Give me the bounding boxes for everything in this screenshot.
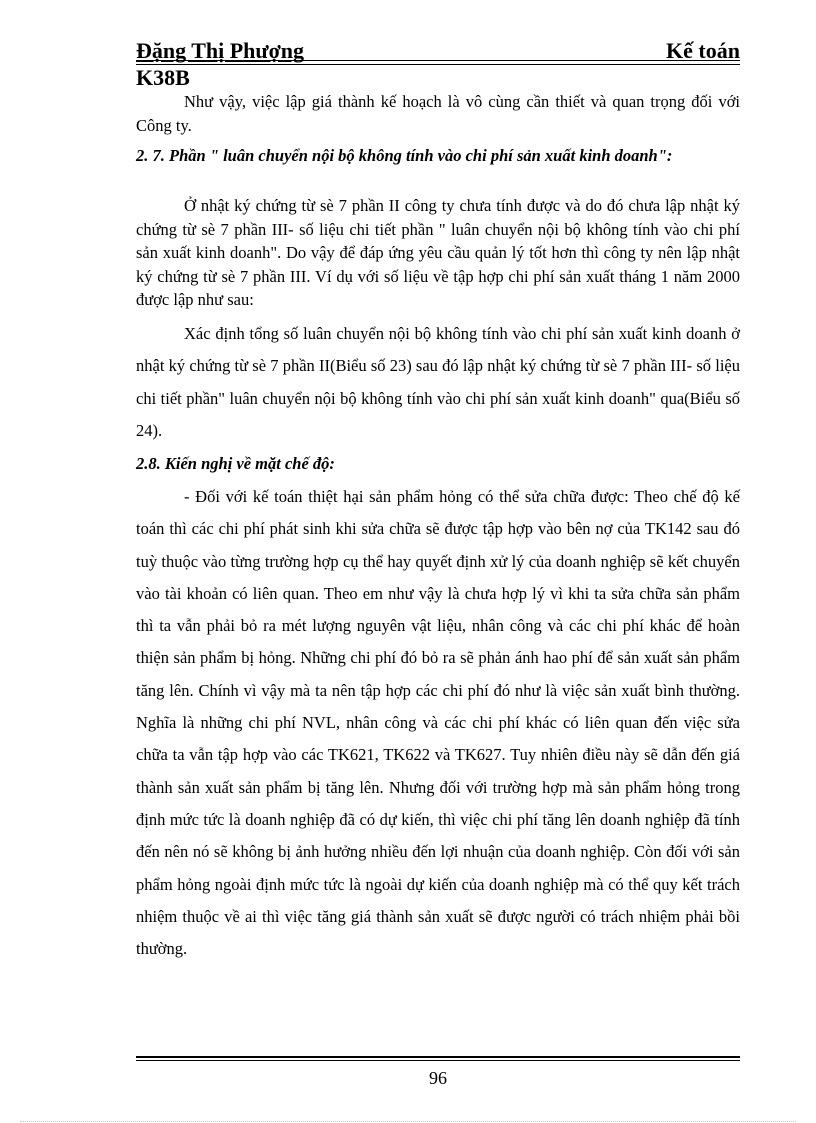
- page-number: 96: [429, 1068, 447, 1088]
- paragraph-1: Như vậy, việc lập giá thành kế hoạch là vô cùng cần thiết và quan trọng đối với Công ty.: [136, 92, 740, 135]
- section-heading-2-8: 2.8. Kiến nghị về mặt chế độ:: [136, 454, 335, 473]
- header-class: K38B: [136, 65, 190, 90]
- header-rule: [136, 60, 740, 61]
- header-subject: Kế toán: [666, 38, 740, 63]
- header-rule-2: [136, 64, 740, 65]
- paragraph-2: Ở nhật ký chứng từ sè 7 phần II công ty chưa tính được và do đó chưa lập nhật ký chứng từ sè 7 phần III- số liệu chi tiết phần " luân chuyển nội bộ không tính vào chi phí sản xuất kinh doanh". Do vậy để đáp ứng yêu cầu quản lý tốt hơn thì công ty nên lập nhật ký chứng từ sè 7 phần III. Ví dụ với số liệu về tập hợp chi phí sản xuất tháng 1 năm 2000 được lập như sau:: [136, 196, 740, 309]
- paragraph-3: Xác định tổng số luân chuyển nội bộ không tính vào chi phí sản xuất kinh doanh ở nhật ký chứng từ sè 7 phần II(Biểu số 23) sau đó lập nhật ký chứng từ sè 7 phần III- số liệu chi tiết phần" luân chuyển nội bộ không tính vào chi phí sản xuất kinh doanh" qua(Biểu số 24).: [136, 324, 740, 440]
- footer-rule: [136, 1056, 740, 1058]
- section-heading-2-7: 2. 7. Phần " luân chuyển nội bộ không tính vào chi phí sản xuất kinh doanh":: [136, 146, 673, 165]
- page-edge-divider: [20, 1121, 796, 1122]
- header-author: Đặng Thị Phượng: [136, 38, 305, 63]
- paragraph-4: - Đối với kế toán thiệt hại sản phẩm hỏng có thể sửa chữa được: Theo chế độ kế toán thì các chi phí phát sinh khi sửa chữa sẽ được tập hợp vào bên nợ của TK142 sau đó tuỳ thuộc vào từng trường hợp cụ thể hay quyết định xử lý của doanh nghiệp sẽ kết chuyển vào tài khoản có liên quan. Theo em như vậy là chưa hợp lý vì khi ta sửa chữa sản phẩm thì ta vẫn phải bỏ ra mét lượng nguyên vật liệu, nhân công và các chi phí khác để hoàn thiện sản phẩm bị hỏng. Những chi phí đó bỏ ra sẽ phản ánh hao phí để sản xuất sản phẩm tăng lên. Chính vì vậy mà ta nên tập hợp các chi phí đó như là việc sản xuất bình thường. Nghĩa là những chi phí NVL, nhân công và các chi phí khác có liên quan đến việc sửa chữa ta vẫn tập hợp vào các TK621, TK622 và TK627. Tuy nhiên điều này sẽ dẫn đến giá thành sản xuất sản phẩm bị tăng lên. Nhưng đối với trường hợp mà sản phẩm hỏng trong định mức tức là doanh nghiệp đã có dự kiến, thì việc chi phí tăng lên doanh nghiệp đã tính đến nên nó sẽ không bị ảnh hưởng nhiều đến lợi nhuận của doanh nghiệp. Còn đối với sản phẩm hỏng ngoài định mức tức là ngoài dự kiến của doanh nghiệp mà có thể quy kết trách nhiệm thuộc về ai thì việc tăng giá thành sản xuất sẽ được người có trách nhiệm phải bồi thường.: [136, 487, 740, 959]
- footer-rule-2: [136, 1060, 740, 1061]
